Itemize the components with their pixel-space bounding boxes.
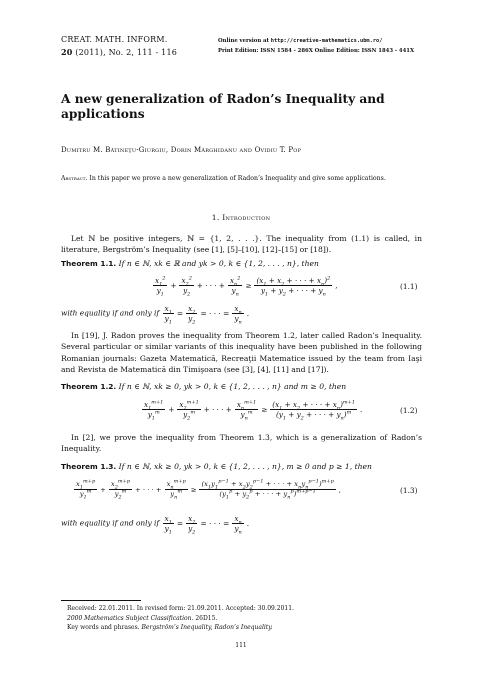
online-url[interactable]: http://creative-mathematics.ubm.ro/: [270, 38, 383, 44]
print-edition: Print Edition: ISSN 1584 - 286X Online Edition: ISSN 1843 - 441X: [218, 48, 415, 54]
footnote: [67, 604, 294, 633]
theorem-label: Theorem 1.2.: [61, 382, 117, 391]
journal-header: [61, 34, 177, 59]
equality-condition-3: with equality if and only if $\frac{x_1}{y_1}$ = $\frac{x_2}{y_2}$ = · · · = $\frac{x_n}{y_n}$ .: [61, 514, 250, 536]
equation-1-3: $\frac{x_1^{m+p}}{y_1^m}$ + $\frac{x_2^{m+p}}{y_2^m}$ + · · · + $\frac{x_n^{m+p}}{y_n^m}$ ≥ $\frac{(x_1y_1^{p-1} + x_2y_2^{p-1} + \cdot \cdot \cdot + x_ny_n^{p-1})^{m+p}}{(y_1^p + y_2^p + \cdot \cdot \cdot + y_n^p)^{m+p-1}}$ ,: [76, 478, 341, 501]
keywords: [67, 623, 294, 633]
paper-title: A new generalization of Radon’s Inequality and applications: [61, 92, 385, 121]
equation-1-2: $\frac{x_1^{m+1}}{y_1^m}$ + $\frac{x_2^{m+1}}{y_2^m}$ + · · · + $\frac{x_n^{m+1}}{y_n^m}$ ≥ $\frac{(x_1 + x_2 + \cdot \cdot \cdot + x_n)^{m+1}}{(y_1 + y_2 + \cdot \cdot \cdot + y_n)^m}$ .: [144, 399, 363, 422]
received-dates: Received: 22.01.2011. In revised form: 21.09.2011. Accepted: 30.09.2011.: [67, 605, 294, 612]
online-prefix: Online version at: [218, 38, 269, 44]
journal-name: CREAT. MATH. INFORM.: [61, 35, 168, 44]
abstract-text: In this paper we prove a new generalization of Radon’s Inequality and give some applications.: [89, 175, 386, 182]
msc-label: 2000 Mathematics Subject Classification.: [67, 614, 194, 622]
journal-issue: [61, 46, 177, 59]
intro-paragraph-2: In [19], J. Radon proves the inequality from Theorem 1.2, later called Radon’s Inequality. Several particular or similar variants of this inequality have been published in the following Romanian journals: Gazeta Matematică, Recreaţii Matematice issued by the team from Iaşi and Revista de Matematică din Timişoara (see [3], [4], [11] and [17]).: [61, 331, 422, 375]
journal-issue-info: (2011), No. 2, 111 - 116: [75, 48, 178, 57]
paper-authors: Dumitru M. Bătineţu-Giurgiu, Dorin Mărghidanu and Ovidiu T. Pop: [61, 146, 302, 154]
theorem-1-1: [61, 258, 422, 269]
equation-number: (1.1): [400, 282, 418, 291]
intro-paragraph-1: Let ℕ be positive integers, ℕ = {1, 2, . . .}. The inequality from (1.1) is called, in literature, Bergström’s Inequality (see [1], [5]–[10], [12]–[15] or [18]).: [61, 234, 422, 255]
theorem-text: If n ∈ ℕ, xk ≥ 0, yk > 0, k ∈ {1, 2, . . . , n} and m ≥ 0, then: [118, 382, 347, 391]
theorem-text: If n ∈ ℕ, xk ∈ ℝ and yk > 0, k ∈ {1, 2, . . . , n}, then: [118, 259, 319, 268]
online-version: [218, 36, 414, 46]
theorem-label: Theorem 1.1.: [61, 259, 117, 268]
page-number: 111: [235, 642, 247, 649]
keywords-value: Bergström’s Inequality, Radon’s Inequality.: [141, 624, 273, 631]
abstract-label: Abstract.: [61, 175, 88, 182]
equation-number: (1.2): [400, 406, 418, 415]
msc-classification: [67, 614, 294, 624]
theorem-1-2: [61, 381, 422, 392]
msc-value: 26D15.: [195, 614, 218, 622]
edition-info: [218, 36, 414, 56]
journal-volume: 20: [61, 47, 73, 57]
keywords-label: Key words and phrases.: [67, 624, 140, 631]
equality-text: with equality if and only if: [61, 518, 160, 528]
abstract: [61, 174, 426, 183]
theorem-label: Theorem 1.3.: [61, 462, 117, 471]
section-heading: 1. Introduction: [211, 213, 271, 222]
equation-number: (1.3): [400, 486, 418, 495]
theorem-1-3: [61, 461, 422, 472]
footnote-rule: [61, 600, 141, 601]
equality-condition-1: with equality if and only if $\frac{x_1}{y_1}$ = $\frac{x_2}{y_2}$ = · · · = $\frac{x_n}{y_n}$ .: [61, 304, 250, 326]
equality-text: with equality if and only if: [61, 308, 160, 318]
theorem-text: If n ∈ ℕ, xk ≥ 0, yk > 0, k ∈ {1, 2, . . . , n}, m ≥ 0 and p ≥ 1, then: [118, 462, 372, 471]
equation-1-1: $\frac{x_1^2}{y_1}$ + $\frac{x_2^2}{y_2}$ + · · · + $\frac{x_n^2}{y_n}$ ≥ $\frac{(x_1 + x_2 + \cdot \cdot \cdot + x_n)^2}{y_1 + y_2 + \cdot \cdot \cdot + y_n}$ ,: [155, 275, 338, 298]
intro-paragraph-3: In [2], we prove the inequality from Theorem 1.3, which is a generalization of Radon’s Inequality.: [61, 433, 422, 454]
